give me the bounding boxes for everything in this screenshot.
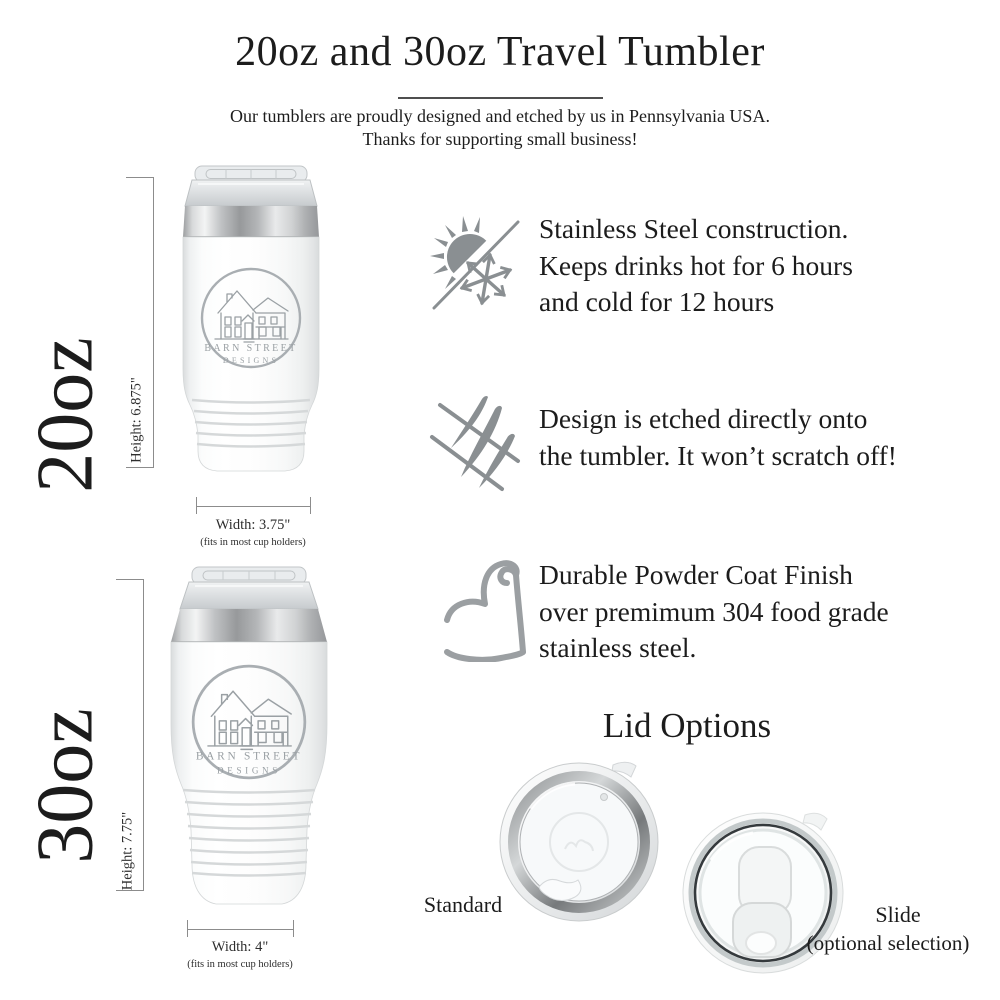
height-dim-line-30oz — [143, 579, 144, 891]
slide-lid-note: (optional selection) — [806, 931, 970, 955]
tumbler-20oz-image — [168, 163, 335, 485]
page-title: 20oz and 30oz Travel Tumbler — [235, 29, 765, 75]
height-label-20oz: Height: 6.875" — [128, 377, 145, 463]
subtitle-line1: Our tumblers are proudly designed and etched by us in Pennsylvania USA. — [230, 106, 770, 126]
hot-cold-icon — [428, 211, 524, 319]
height-dim-line-20oz — [153, 177, 154, 468]
tumbler-30oz-steel-band — [171, 609, 327, 642]
tumbler-20oz-lid — [185, 166, 317, 206]
standard-lid-label: Standard — [423, 892, 503, 917]
height-label-30oz: Height: 7.75" — [119, 811, 136, 891]
feature-3-line1: Durable Powder Coat Finish — [539, 559, 853, 590]
width-dim-cap-right-30oz — [293, 920, 294, 937]
feature-2-line1: Design is etched directly onto — [539, 403, 868, 434]
slide-lid-slider — [733, 847, 791, 957]
width-dim-line-20oz — [196, 506, 311, 507]
feature-3-text — [539, 557, 889, 667]
feature-1-line2: Keeps drinks hot for 6 hours — [539, 249, 853, 281]
height-dim-cap-bottom-20oz — [126, 467, 154, 468]
title-divider — [398, 97, 603, 99]
tumbler-30oz-image — [159, 564, 340, 910]
fits-note-30oz: (fits in most cup holders) — [187, 959, 293, 970]
tumbler-20oz-steel-band — [183, 206, 319, 237]
feature-1-text — [539, 211, 853, 321]
width-label-20oz: Width: 3.75" — [215, 517, 291, 533]
size-label-30oz: 30oz — [21, 708, 110, 864]
width-dim-cap-right-20oz — [310, 497, 311, 514]
standard-lid-vent-hole — [601, 794, 608, 801]
subtitle-line2: Thanks for supporting small business! — [362, 129, 638, 149]
muscle-arm-icon — [441, 556, 529, 662]
width-dim-cap-left-20oz — [196, 497, 197, 514]
tumbler-30oz-lid — [180, 567, 318, 609]
lid-options-heading: Lid Options — [602, 706, 772, 745]
feature-3-line2: over premimum 304 food grade — [539, 595, 889, 627]
scratch-icon — [426, 391, 524, 495]
width-dim-cap-left-30oz — [187, 920, 188, 937]
feature-2-text — [539, 401, 897, 474]
feature-1-line1: Stainless Steel construction. — [539, 213, 849, 244]
width-dim-line-30oz — [187, 929, 294, 930]
width-label-30oz: Width: 4" — [211, 939, 269, 955]
feature-3-line3: stainless steel. — [539, 632, 697, 663]
height-dim-cap-top-30oz — [116, 579, 144, 580]
feature-1-line3: and cold for 12 hours — [539, 286, 775, 317]
fits-note-20oz: (fits in most cup holders) — [200, 537, 306, 548]
slide-lid-label: Slide — [875, 902, 921, 927]
feature-2-line2: the tumbler. It won’t scratch off! — [539, 439, 897, 471]
height-dim-cap-top-20oz — [126, 177, 154, 178]
size-label-20oz: 20oz — [21, 337, 110, 493]
